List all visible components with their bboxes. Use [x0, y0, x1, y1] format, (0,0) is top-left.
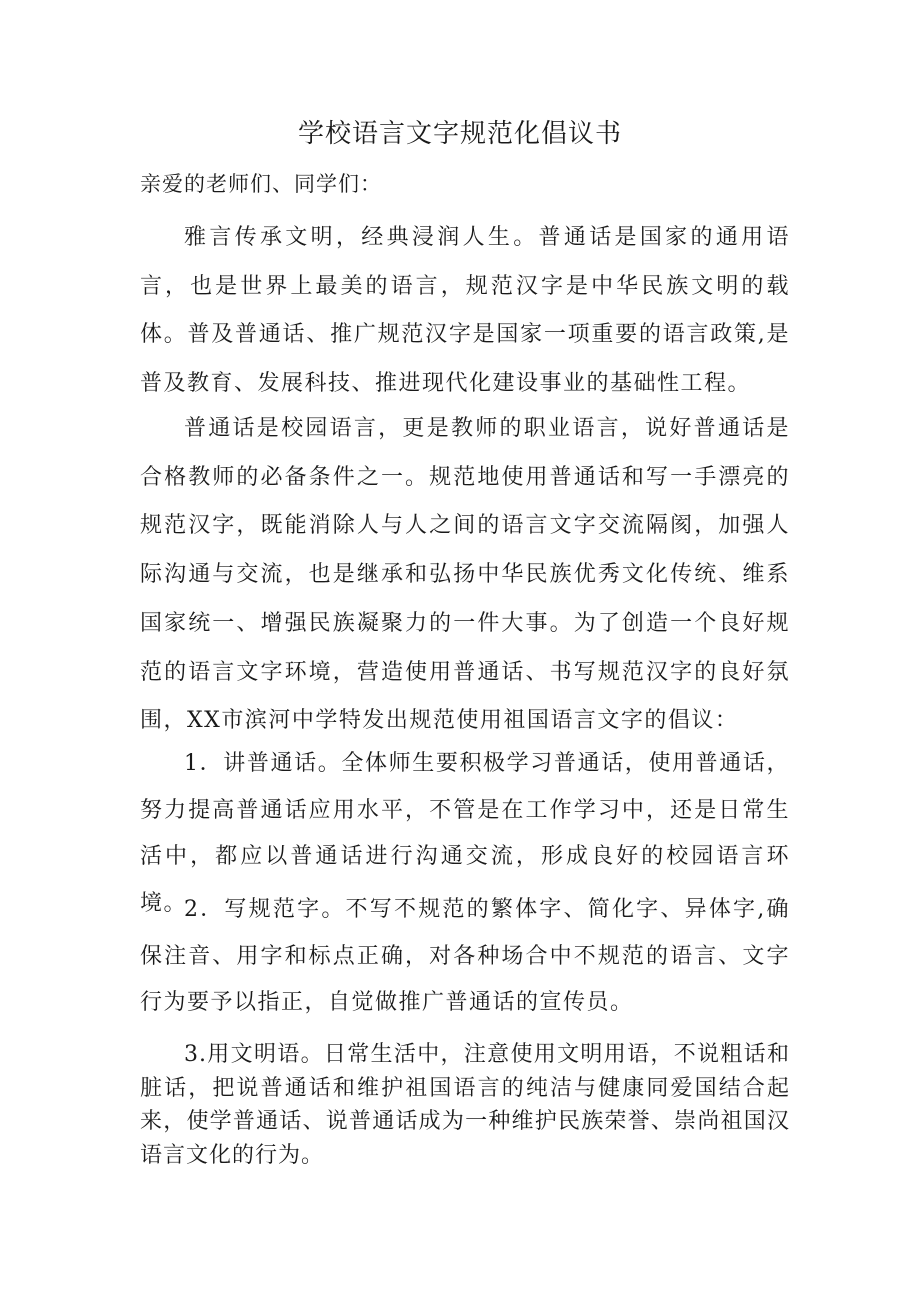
document-title: 学校语言文字规范化倡议书 — [297, 119, 622, 149]
proposal-item-2: 2．写规范字。不写不规范的繁体字、简化字、异体字,确保注音、用字和标点正确，对各种场合中不规范的语言、文字行为要予以指正，自觉做推广普通话的宣传员。 — [140, 897, 790, 1015]
paragraph-teachers: 普通话是校园语言，更是教师的职业语言，说好普通话是合格教师的必备条件之一。规范地使用普通话和写一手漂亮的规范汉字，既能消除人与人之间的语言文字交流隔阂，加强人际沟通与交流，也是继承和弘扬中华民族优秀文化传统、维系国家统一、增强民族凝聚力的一件大事。为了创造一个良好规范的语言文字环境，营造使用普通话、书写规范汉字的良好氛围，XX市滨河中学特发出规范使用祖国语言文字的倡议： — [140, 416, 790, 734]
salutation: 亲爱的老师们、同学们： — [140, 172, 382, 196]
proposal-item-1: 1．讲普通话。全体师生要积极学习普通话，使用普通话，努力提高普通话应用水平，不管是在工作学习中，还是日常生活中，都应以普通话进行沟通交流，形成良好的校园语言环境。 — [140, 751, 790, 916]
proposal-item-3: 3.用文明语。日常生活中，注意使用文明用语，不说粗话和脏话，把说普通话和维护祖国语言的纯洁与健康同爱国结合起来，使学普通话、说普通话成为一种维护民族荣誉、崇尚祖国汉语言文化的行为。 — [140, 1042, 790, 1168]
paragraph-intro: 雅言传承文明，经典浸润人生。普通话是国家的通用语言，也是世界上最美的语言，规范汉字是中华民族文明的载体。普及普通话、推广规范汉字是国家一项重要的语言政策,是普及教育、发展科技、推进现代化建设事业的基础性工程。 — [140, 225, 790, 396]
